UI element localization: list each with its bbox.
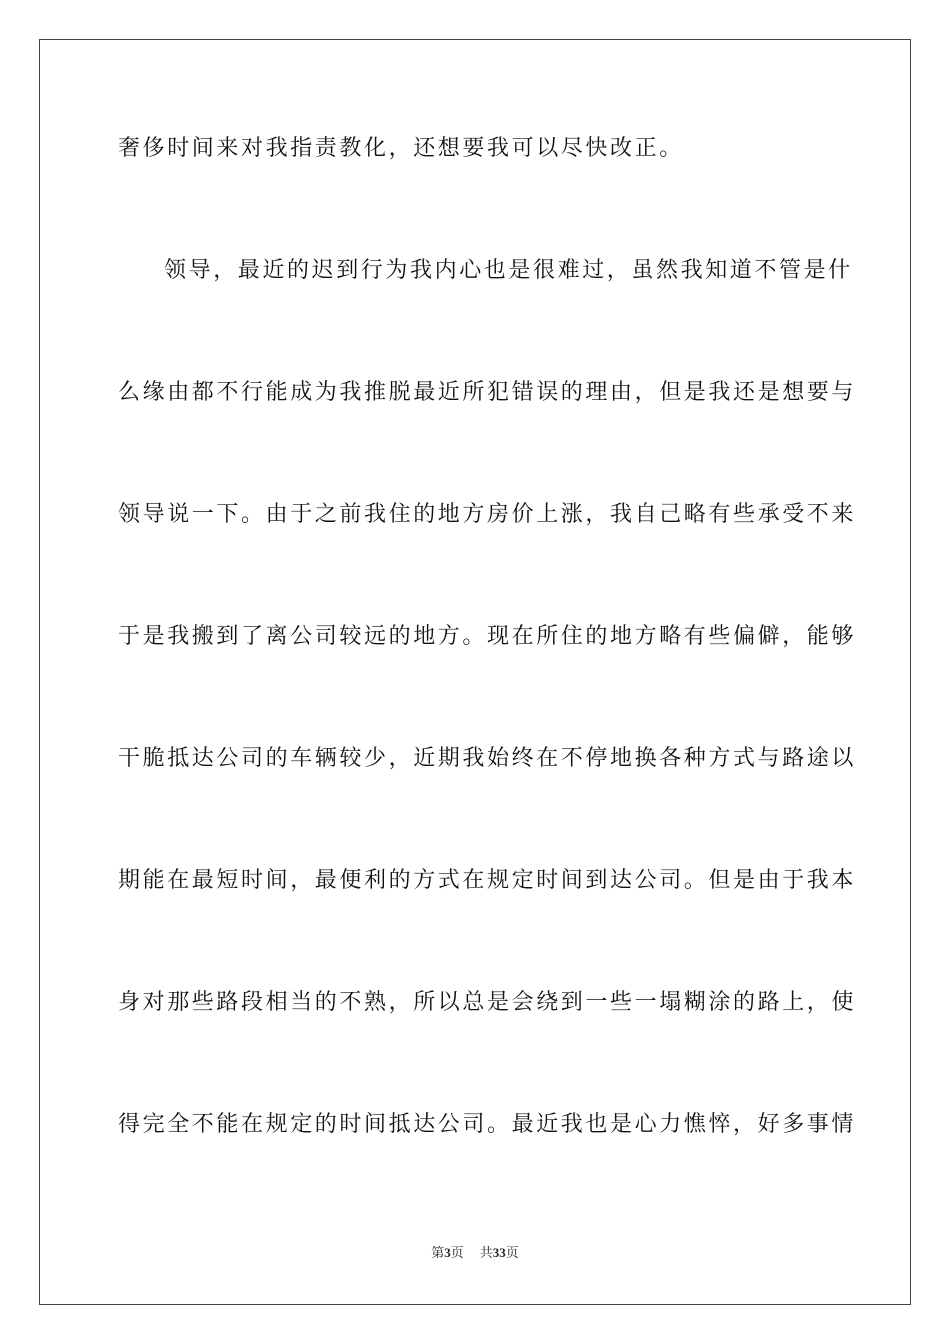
body-line-7: 期能在最短时间，最便利的方式在规定时间到达公司。但是由于我本 — [118, 868, 857, 893]
total-pages: 33 — [492, 1245, 506, 1260]
page-number: 3 — [444, 1245, 451, 1260]
body-line-5: 于是我搬到了离公司较远的地方。现在所住的地方略有些偏僻，能够 — [118, 624, 857, 649]
page-footer — [0, 1243, 950, 1263]
page-suffix: 页 — [450, 1245, 464, 1260]
body-line-9: 得完全不能在规定的时间抵达公司。最近我也是心力憔悴，好多事情 — [118, 1112, 857, 1137]
body-line-8: 身对那些路段相当的不熟，所以总是会绕到一些一塌糊涂的路上，使 — [118, 990, 857, 1015]
body-line-6: 干脆抵达公司的车辆较少，近期我始终在不停地换各种方式与路途以 — [118, 746, 857, 771]
page-prefix: 第 — [431, 1245, 445, 1260]
body-line-2: 领导，最近的迟到行为我内心也是很难过，虽然我知道不管是什 — [164, 258, 853, 283]
total-prefix: 共 — [479, 1245, 493, 1260]
total-suffix: 页 — [505, 1245, 519, 1260]
body-line-4: 领导说一下。由于之前我住的地方房价上涨，我自己略有些承受不来 — [118, 502, 857, 527]
body-line-3: 么缘由都不行能成为我推脱最近所犯错误的理由，但是我还是想要与 — [118, 380, 857, 405]
body-line-1: 奢侈时间来对我指责教化，还想要我可以尽快改正。 — [118, 136, 684, 161]
